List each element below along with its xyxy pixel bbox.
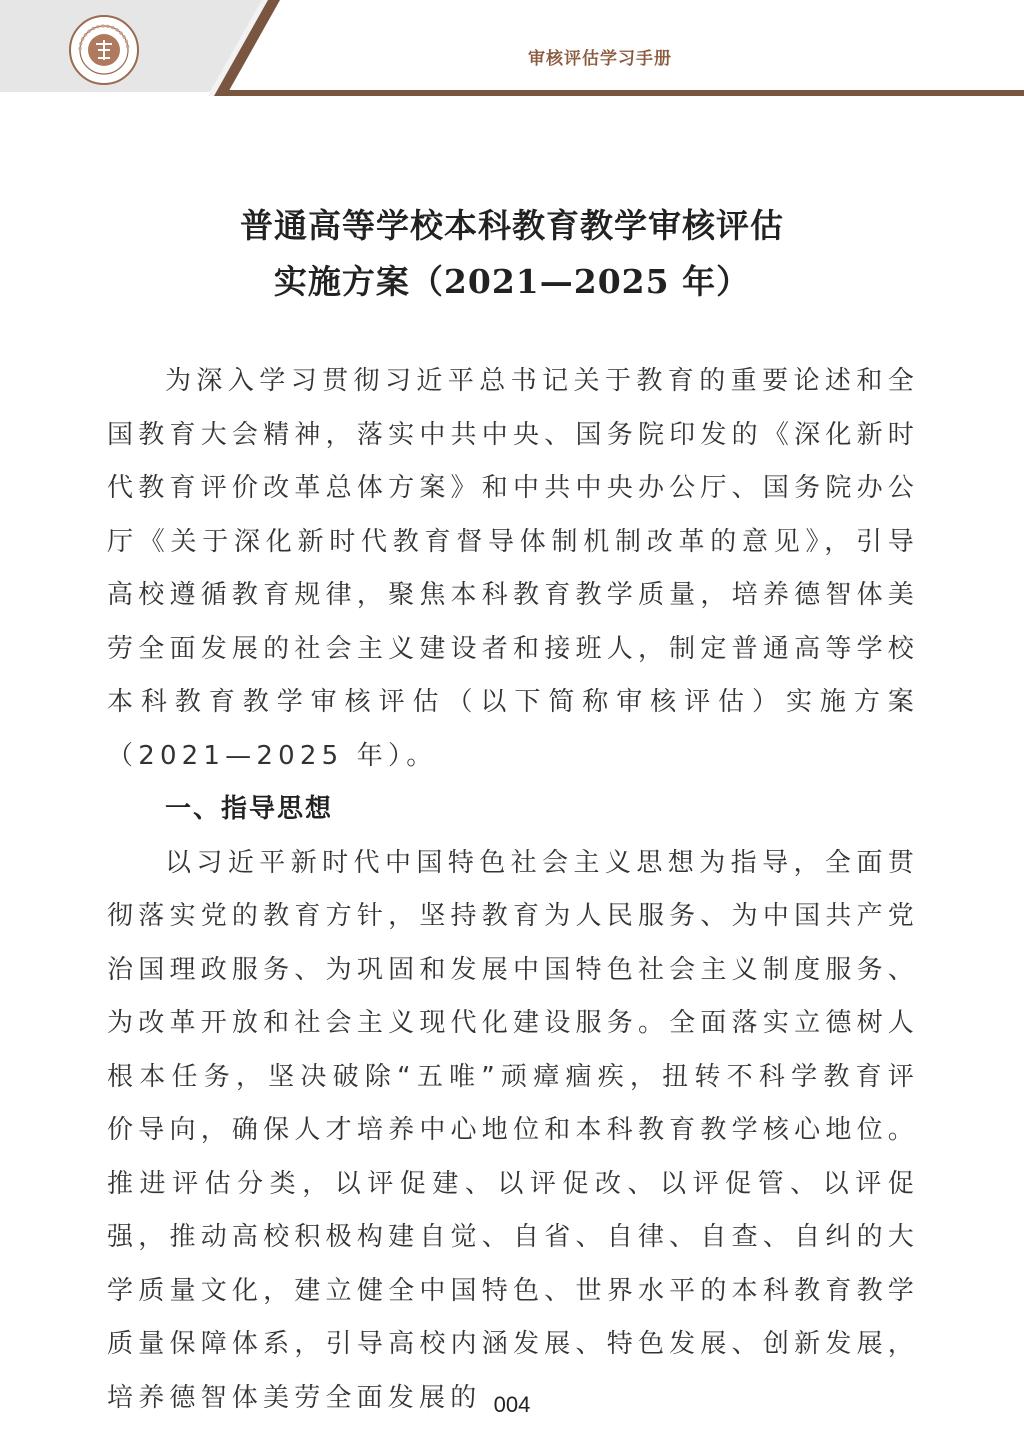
document-title-line1: 普通高等学校本科教育教学审核评估: [240, 206, 784, 245]
manual-title: 审核评估学习手册: [528, 49, 672, 69]
page-header: [0, 0, 1024, 100]
page-number: 004: [493, 1392, 531, 1417]
document-body: [107, 355, 919, 1425]
university-seal-icon: [68, 14, 140, 86]
section-paragraph: 以习近平新时代中国特色社会主义思想为指导，全面贯彻落实党的教育方针，坚持教育为人民服务、为中国共产党治国理政服务、为巩固和发展中国特色社会主义制度服务、为改革开放和社会主义现代化建设服务。全面落实立德树人根本任务，坚决破除“五唯”顽瘴痼疾，扭转不科学教育评价导向，确保人才培养中心地位和本科教育教学核心地位。推进评估分类，以评促建、以评促改、以评促管、以评促强，推动高校积极构建自觉、自省、自律、自查、自纠的大学质量文化，建立健全中国特色、世界水平的本科教育教学质量保障体系，引导高校内涵发展、特色发展、创新发展，培养德智体美劳全面发展的: [107, 847, 919, 1413]
document-title-line2: 实施方案（2021—2025 年）: [273, 262, 751, 301]
section-heading: 一、指导思想: [165, 794, 334, 824]
intro-paragraph: 为深入学习贯彻习近平总书记关于教育的重要论述和全国教育大会精神，落实中共中央、国务院印发的《深化新时代教育评价改革总体方案》和中共中央办公厅、国务院办公厅《关于深化新时代教育督导体制机制改革的意见》，引导高校遵循教育规律，聚焦本科教育教学质量，培养德智体美劳全面发展的社会主义建设者和接班人，制定普通高等学校本科教育教学审核评估（以下简称审核评估）实施方案（2021—2025 年）。: [107, 366, 919, 771]
